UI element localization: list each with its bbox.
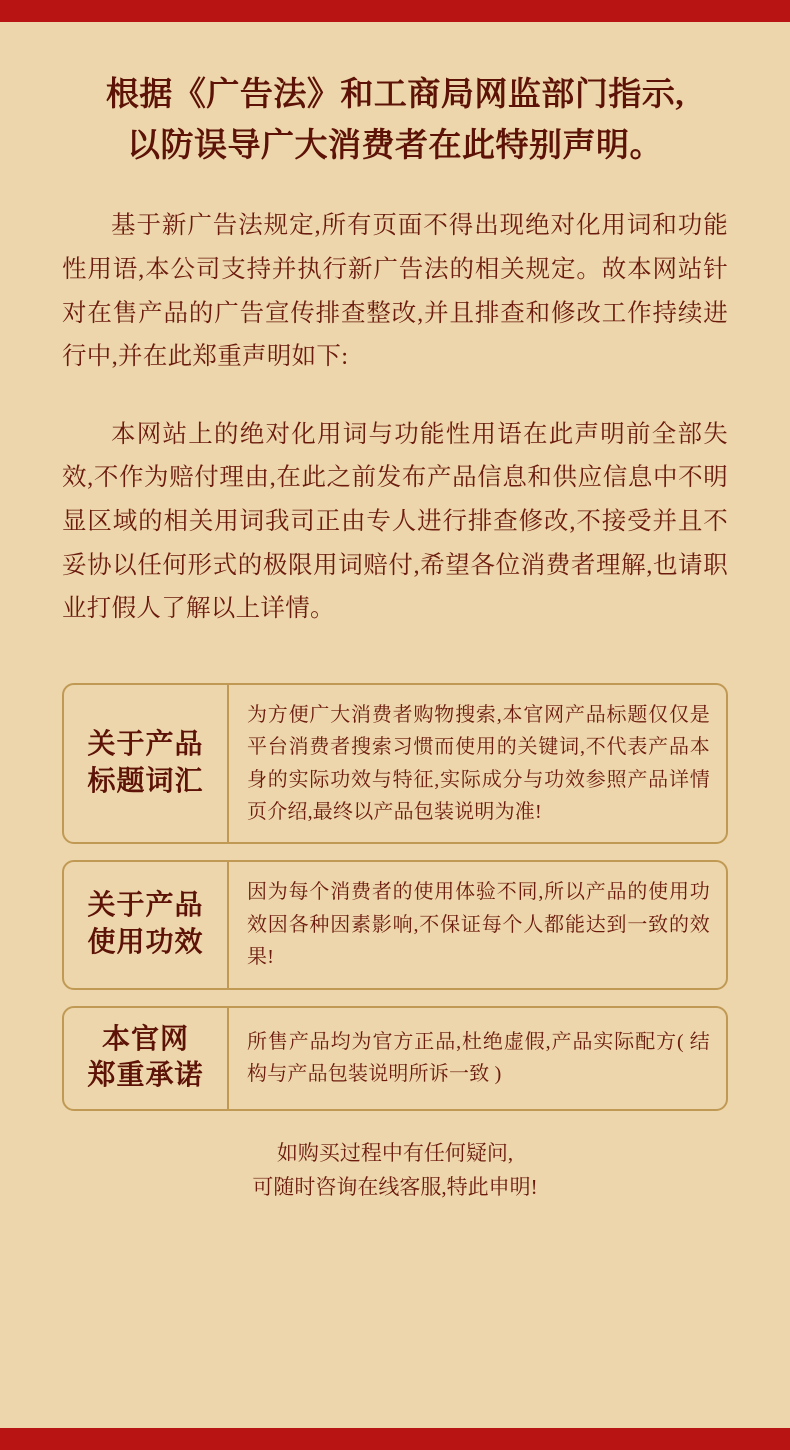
- card-body-text: 因为每个消费者的使用体验不同,所以产品的使用功效因各种因素影响,不保证每个人都能达到一致的效果!: [247, 881, 710, 969]
- card-title-line-2: 郑重承诺: [87, 1060, 204, 1092]
- card-product-title-terms: [62, 683, 728, 845]
- page-title-line-1: 根据《广告法》和工商局网监部门指示,: [105, 77, 685, 113]
- card-body-text: 所售产品均为官方正品,杜绝虚假,产品实际配方( 结构与产品包装说明所诉一致 ): [247, 1031, 710, 1086]
- card-official-promise: [62, 1006, 728, 1112]
- card-title-line-2: 使用功效: [87, 926, 204, 958]
- card-product-efficacy: [62, 860, 728, 989]
- card-title-line-1: 本官网: [101, 1023, 189, 1055]
- footer-note-line-1: 如购买过程中有任何疑问,: [276, 1141, 514, 1166]
- footer-note: [62, 1137, 728, 1204]
- page-content: [0, 22, 790, 1428]
- card-title-line-1: 关于产品: [87, 728, 204, 760]
- card-title-line-1: 关于产品: [87, 889, 204, 921]
- paragraph-2: 本网站上的绝对化用词与功能性用语在此声明前全部失效,不作为赔付理由,在此之前发布产品信息和供应信息中不明显区域的相关用词我司正由专人进行排查修改,不接受并且不妥协以任何形式的极限用词赔付,希望各位消费者理解,也请职业打假人了解以上详情。: [62, 420, 728, 623]
- page-title-line-2: 以防误导广大消费者在此特别声明。: [127, 128, 663, 165]
- bottom-accent-bar: [0, 1428, 790, 1450]
- card-title-block: [64, 685, 229, 843]
- statement-cards: [62, 683, 728, 1112]
- paragraph-1: 基于新广告法规定,所有页面不得出现绝对化用词和功能性用语,本公司支持并执行新广告法的相关规定。故本网站针对在售产品的广告宣传排查整改,并且排查和修改工作持续进行中,并在此郑重声明如下:: [62, 212, 728, 371]
- footer-note-line-2: 可随时咨询在线客服,特此申明!: [252, 1175, 538, 1199]
- card-body-text: 为方便广大消费者购物搜索,本官网产品标题仅仅是平台消费者搜索习惯而使用的关键词,不代表产品本身的实际功效与特征,实际成分与功效参照产品详情页介绍,最终以产品包装说明为准!: [247, 703, 710, 823]
- card-title-block: [64, 862, 229, 987]
- card-title-line-2: 标题词汇: [87, 765, 204, 797]
- top-accent-bar: [0, 0, 790, 22]
- page-title: [62, 22, 728, 172]
- card-title-block: [64, 1008, 229, 1110]
